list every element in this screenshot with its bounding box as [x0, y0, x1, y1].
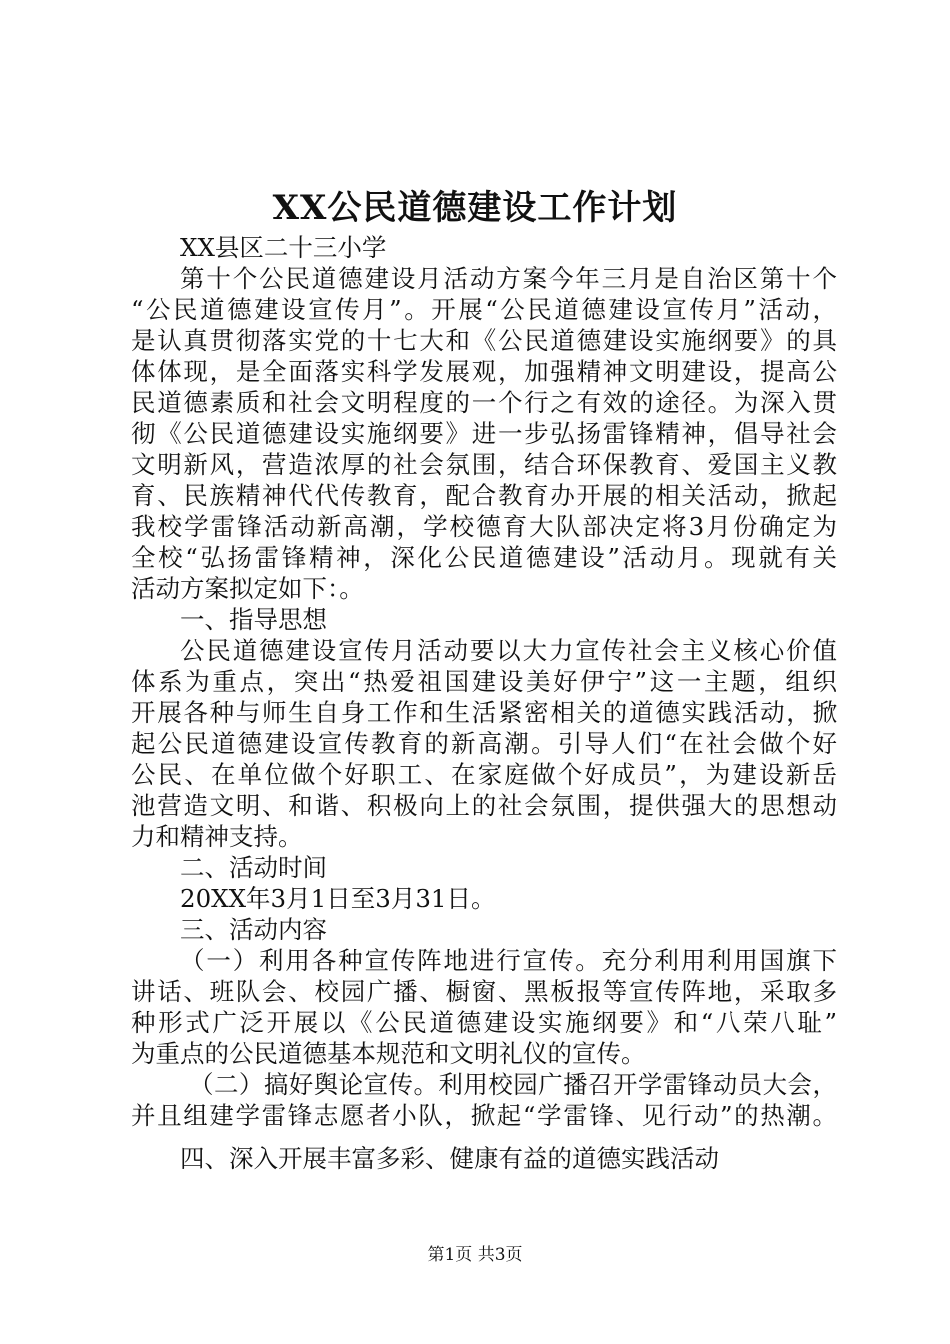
- paragraph-line: 种形式广泛开展以《公民道德建设实施纲要》和“八荣八耻”: [131, 1008, 837, 1037]
- paragraph-line: 文明新风，营造浓厚的社会氛围，结合环保教育、爱国主义教: [131, 450, 837, 479]
- paragraph-line: （一）利用各种宣传阵地进行宣传。充分利用利用国旗下: [180, 946, 837, 975]
- paragraph-line: 并且组建学雷锋志愿者小队，掀起“学雷锋、见行动”的热潮。: [131, 1101, 837, 1130]
- paragraph-line: 第十个公民道德建设月活动方案今年三月是自治区第十个: [180, 264, 837, 293]
- paragraph-line: 池营造文明、和谐、积极向上的社会氛围，提供强大的思想动: [131, 791, 837, 820]
- paragraph-line: 彻《公民道德建设实施纲要》进一步弘扬雷锋精神，倡导社会: [131, 419, 837, 448]
- paragraph-line: 公民道德建设宣传月活动要以大力宣传社会主义核心价值: [180, 636, 837, 665]
- paragraph-line: 是认真贯彻落实党的十七大和《公民道德建设实施纲要》的具: [131, 326, 837, 355]
- section-heading: 一、指导思想: [180, 605, 327, 634]
- paragraph-line: 民道德素质和社会文明程度的一个行之有效的途径。为深入贯: [131, 388, 837, 417]
- document-body: [131, 232, 837, 1174]
- school-name: XX县区二十三小学: [180, 233, 387, 262]
- paragraph-line: 活动方案拟定如下：。: [131, 574, 364, 603]
- paragraph-line: “公民道德建设宣传月”。开展“公民道德建设宣传月”活动，: [131, 295, 837, 324]
- section-heading: 四、深入开展丰富多彩、健康有益的道德实践活动: [180, 1144, 719, 1173]
- paragraph-line: 育、民族精神代代传教育，配合教育办开展的相关活动，掀起: [131, 481, 837, 510]
- section-heading: 三、活动内容: [180, 915, 327, 944]
- paragraph-line: 为重点的公民道德基本规范和文明礼仪的宣传。: [131, 1039, 646, 1068]
- paragraph-line: 起公民道德建设宣传教育的新高潮。引导人们“在社会做个好: [131, 729, 837, 758]
- paragraph-gap: [131, 1131, 837, 1143]
- paragraph-line: 20XX年3月1日至3月31日。: [180, 884, 496, 913]
- section-heading: 二、活动时间: [180, 853, 327, 882]
- page-footer: 第1页 共3页: [427, 1245, 523, 1265]
- paragraph-line: 体体现，是全面落实科学发展观，加强精神文明建设，提高公: [131, 357, 837, 386]
- paragraph-line: 我校学雷锋活动新高潮，学校德育大队部决定将3月份确定为: [131, 512, 837, 541]
- paragraph-line: 体系为重点，突出“热爱祖国建设美好伊宁”这一主题，组织: [131, 667, 837, 696]
- paragraph-line: 开展各种与师生自身工作和生活紧密相关的道德实践活动，掀: [131, 698, 837, 727]
- paragraph-line: 全校“弘扬雷锋精神，深化公民道德建设”活动月。现就有关: [131, 543, 837, 572]
- paragraph-line: 公民、在单位做个好职工、在家庭做个好成员”，为建设新岳: [131, 760, 837, 789]
- paragraph-line: 讲话、班队会、校园广播、橱窗、黑板报等宣传阵地，采取多: [131, 977, 837, 1006]
- paragraph-line: 力和精神支持。: [131, 822, 303, 851]
- document-title: XX公民道德建设工作计划: [272, 188, 678, 228]
- paragraph-line: （二）搞好舆论宣传。利用校园广播召开学雷锋动员大会，: [189, 1070, 837, 1099]
